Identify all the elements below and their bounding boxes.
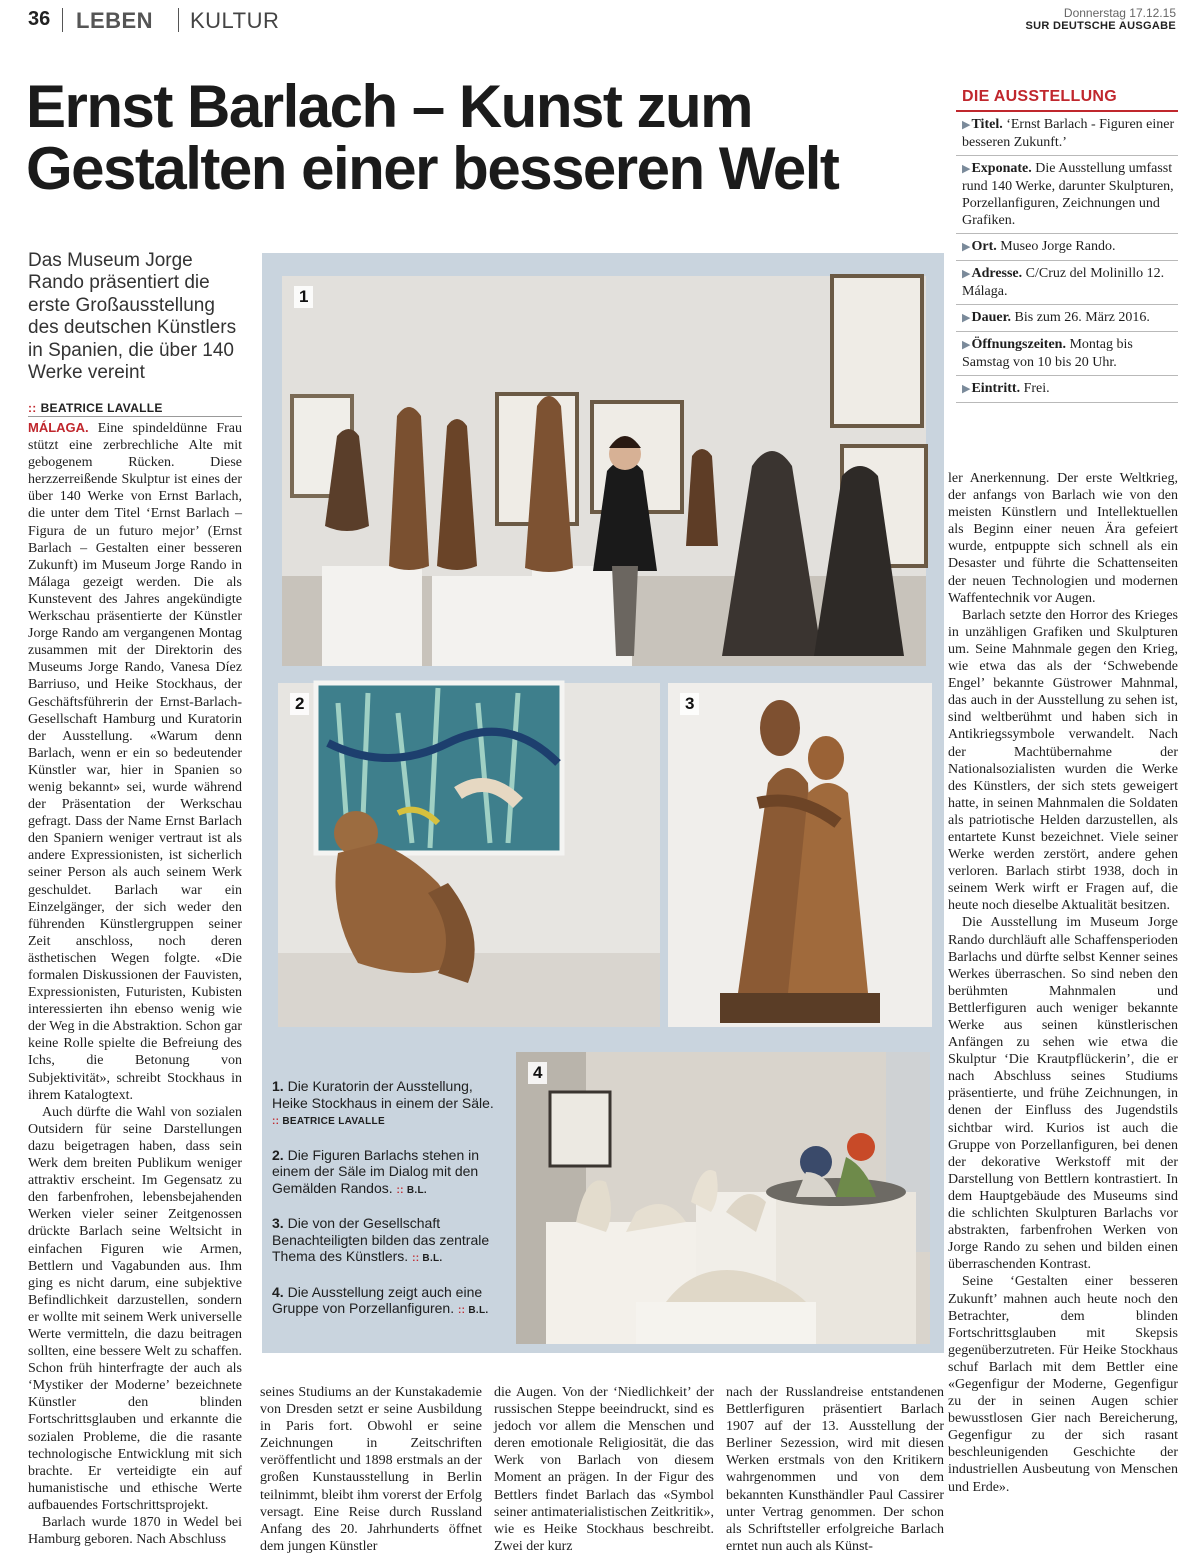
caption-text: Die Ausstellung zeigt auch eine Gruppe von Porzellanfiguren. — [272, 1283, 483, 1316]
info-text: Montag bis Samstag von 10 bis 20 Uhr. — [962, 337, 1133, 370]
caption-number: 1. — [272, 1078, 284, 1094]
arrow-icon: ▶ — [962, 119, 971, 131]
section-label: LEBEN — [76, 8, 154, 33]
arrow-icon: ▶ — [962, 268, 971, 280]
caption-text: Die Kuratorin der Ausstellung, Heike Stockhaus in einem der Säle. — [272, 1078, 494, 1111]
body-paragraph: Seine ‘Gestalten einer besseren Zukunft’ mahnen auch heute noch den Betrachter, dem blinden Fortschrittsglauben mit Skepsis gegenüberzutreten. Für Heike Stockhaus schuf Barlach mit dem Bettler eine «Gegenfigur der Moderne, Gegenfigur zu der in seinen Augen schier bewusstlosen Gier nach Bereicherung, Gegenfigur zu der sich rasant beschleunigenden Geschichte der industriellen Ausbeutung von Menschen und Erde». — [948, 1274, 1178, 1495]
credit-name: B.L. — [406, 1184, 427, 1196]
body-paragraph: seines Studiums an der Kunstakademie von Dresden setzt er seine Ausbildung in Paris fort. Obwohl er seine Zeichnungen in Zeitschriften veröffentlicht und 1898 erstmals an der großen Kunstausstellung in Berlin teilnimmt, bleibt ihm vorerst der Erfolg versagt. Eine Reise durch Russland Anfang des 20. Jahrhunderts öffnet dem jungen Künstler — [260, 1385, 482, 1554]
info-text: Museo Jorge Rando. — [1000, 239, 1116, 254]
byline-rule — [28, 416, 242, 417]
caption-credit — [412, 1253, 442, 1264]
info-text: C/Cruz del Molinillo 12. Málaga. — [962, 266, 1165, 299]
info-label: Ort. — [971, 239, 997, 254]
photo-embrace-sculpture — [668, 683, 932, 1027]
caption-1 — [272, 1078, 502, 1131]
byline-marker: :: — [28, 401, 37, 415]
infobox-item-admission — [956, 376, 1178, 403]
arrow-icon: ▶ — [962, 163, 971, 175]
header-divider — [62, 8, 63, 32]
info-text: ‘Ernst Barlach - Figuren einer besseren Zukunft.’ — [962, 117, 1175, 150]
caption-4 — [272, 1284, 502, 1320]
caption-credit — [397, 1185, 427, 1196]
body-text: Eine spindeldünne Frau stützt eine zerbrechliche Alte mit gebogenem Rücken. Diese herzzerreißende Skulptur ist eines der über 140 Werke von Ernst Barlach, die unter dem Titel ‘Ernst Barlach – Figura de un futuro mejor’ (Ernst Barlach – Gestalten einer besseren Zukunft) im Museum Jorge Rando in Málaga gezeigt werden. Die als Kunstevent des Jahres angekündigte Werkschau präsentierte der Künstler Jorge Rando am vergangenen Montag zusammen mit der Direktorin des Museums Jorge Rando, Vanesa Díez Barriuso, und Heike Stockhaus, der Geschäftsführerin der Ernst-Barlach-Gesellschaft Hamburg und Kuratorin der Ausstellung. «Warum denn Barlach, wenn er ein so bedeutender Künstler war, hier in Spanien so wenig bekannt» sei, wurde während der Präsentation der Werkschau gefragt. Dass der Name Ernst Barlach den Spaniern weniger vertraut ist als andere Expressionisten, ist sicherlich seiner Person als auch seinem Werk geschuldet. Barlach war ein Einzelgänger, der sich weder den führenden Künstlergruppen seiner Zeit anschloss, noch deren ästhetischen Wegen folgte. «Die formalen Diskussionen der Fauvisten, Expressionisten, Futuristen, Kubisten interessierten ihn ebenso wenig wie der Weg in die Abstraktion. Schon gar keine Rolle spielte die Befreiung des Ichs, die Betonung von Subjektivität», schreibt Stockhaus in ihrem Katalogtext. — [28, 421, 242, 1103]
arrow-icon: ▶ — [962, 312, 971, 324]
credit-marker: :: — [458, 1305, 466, 1316]
caption-credit — [458, 1305, 488, 1316]
photo-number: 2 — [290, 693, 309, 715]
body-paragraph: nach der Russlandreise entstandenen Bettlerfiguren präsentiert Barlach 1907 auf der 13. Ausstellung der Berliner Sezession, wird mit diesen Werken erstmals von den Kritikern wahrgenommen und von dem bekannten Kunsthändler Paul Cassirer unter Vertrag genommen. Der schon als Schriftsteller erfolgreiche Barlach erntet nun auch als Künst- — [726, 1385, 944, 1554]
article-column-1 — [28, 419, 242, 1548]
infobox-item-exhibits — [956, 156, 1178, 234]
exhibition-infobox — [956, 84, 1178, 460]
photo-embrace-sculpture-image — [668, 683, 932, 1027]
page-number: 36 — [28, 8, 51, 30]
credit-name: B.L. — [422, 1253, 443, 1264]
article-column-4 — [726, 1384, 944, 1554]
body-paragraph — [28, 419, 242, 1104]
photo-number: 1 — [294, 286, 313, 308]
body-paragraph: ler Anerkennung. Der erste Weltkrieg, der anfangs von Barlach wie von den meisten Künstlern und Intellektuellen als Beginn einer neuen Ära gefeiert wurde, entpuppte sich schnell als ein Desaster und führte die Schattenseiten der neuen Technologien und modernen Waffentechnik vor Augen. — [948, 471, 1178, 606]
arrow-icon: ▶ — [962, 339, 971, 351]
info-label: Titel. — [971, 117, 1003, 132]
infobox-item-location — [956, 234, 1178, 261]
photo-sculpture-painting-image — [278, 683, 660, 1027]
article-column-3 — [494, 1384, 714, 1554]
photo-captions — [272, 1078, 502, 1336]
info-label: Öffnungszeiten. — [971, 337, 1066, 352]
credit-marker: :: — [396, 1184, 404, 1196]
infobox-title: DIE AUSSTELLUNG — [956, 84, 1178, 112]
author-name: BEATRICE LAVALLE — [40, 401, 163, 415]
photo-sculpture-painting — [278, 683, 660, 1027]
arrow-icon: ▶ — [962, 383, 971, 395]
info-label: Eintritt. — [971, 381, 1021, 396]
body-paragraph: Auch dürfte die Wahl von sozialen Outsidern für seine Darstellungen dazu beigetragen haben, dass sein Werk dem breiten Publikum weniger attraktiv erscheint. Im Gegensatz zu den farbenfrohen, lebensbejahenden Werken vieler seiner Zeitgenossen drückte Barlach seine Weltsicht in einfachen Figuren wie Armen, Bettlern und Vagabunden aus. Ihm ging es nicht darum, eine subjektive Befindlichkeit darzustellen, sondern er wollte mit seinem Werk universelle Werte vermitteln, die dazu beitragen sollten, eine bessere Welt zu schaffen. Schon früh hinterfragte der auch als ‘Mystiker der Moderne’ bezeichnete Künstler den blinden Fortschrittsglauben und erkannte die sozialen Probleme, die die rasante technologische Entwicklung mit sich brachte. Er verteidigte ein auf humanistische und ethische Werte aufbauendes Fortschrittsprojekt. — [28, 1104, 242, 1513]
info-text: Die Ausstellung umfasst rund 140 Werke, darunter Skulpturen, Porzellanfiguren, Zeichnungen und Grafiken. — [962, 161, 1174, 228]
caption-number: 3. — [272, 1215, 284, 1231]
caption-number: 4. — [272, 1283, 284, 1300]
info-label: Adresse. — [971, 266, 1023, 281]
edition-label: SUR DEUTSCHE AUSGABE — [1025, 20, 1176, 32]
photo-curator — [282, 276, 926, 666]
infobox-item-hours — [956, 332, 1178, 376]
caption-2 — [272, 1147, 502, 1200]
photo-number: 4 — [528, 1062, 547, 1084]
body-paragraph: Barlach wurde 1870 in Wedel bei Hamburg geboren. Nach Abschluss — [28, 1515, 242, 1548]
credit-name: BEATRICE LAVALLE — [282, 1116, 385, 1127]
arrow-icon: ▶ — [962, 241, 971, 253]
caption-text: Die Figuren Barlachs stehen in einem der Säle im Dialog mit den Gemälden Randos. — [272, 1146, 480, 1196]
body-paragraph: die Augen. Von der ‘Niedlichkeit’ der russischen Steppe beeindruckt, sind es jedoch vor allem die Menschen und deren emotionale Religiosität, die das Werk von Barlach von diesem Moment an prägen. In der Figur des Bettlers findet Barlach das «Symbol seiner antimaterialistischen Zeitkritik», wie es Heike Stockhaus beschreibt. Zwei der kurz — [494, 1385, 714, 1554]
photo-porcelain-figures — [516, 1052, 930, 1344]
body-paragraph: Die Ausstellung im Museum Jorge Rando durchläuft alle Schaffensperioden Barlachs und dürfte selbst Kenner seines Werkes überraschen. So sind neben den berühmten Mahnmalen und Bettlerfiguren auch weniger bekannte Werke aus seinen künstlerischen Anfängen zu sehen wie etwa die Skulptur ‘Die Krautpflückerin’, die er nach Abschluss seines Studiums präsentierte, und frühe Zeichnungen, in denen der Einfluss des Jugendstils sichtbar wird. Kurios ist auch die Gruppe von Porzellanfiguren, bei denen der dekorative Werkstoff mit der Darstellung von Bettlern kontrastiert. In dem Hauptgebäude des Museums sind die schlichten Skulpturen Barlachs vor abstrakten, farbenfrohen Werken von Jorge Rando zu sehen und bilden einen überraschenden Kontrast. — [948, 915, 1178, 1273]
lead-paragraph: Das Museum Jorge Rando präsentiert die erste Großausstellung des deutschen Künstlers in Spanien, die über 140 Werke vereint — [28, 250, 237, 384]
photo-curator-image — [282, 276, 926, 666]
info-text: Frei. — [1023, 381, 1050, 396]
headline: Ernst Barlach – Kunst zum Gestalten einer besseren Welt — [26, 73, 839, 202]
info-text: Bis zum 26. März 2016. — [1014, 310, 1150, 325]
byline — [28, 401, 163, 415]
caption-3 — [272, 1215, 502, 1268]
credit-marker: :: — [412, 1253, 420, 1264]
photo-porcelain-figures-image — [516, 1052, 930, 1344]
caption-number: 2. — [272, 1146, 284, 1163]
info-label: Dauer. — [971, 310, 1012, 325]
dateline: MÁLAGA. — [28, 420, 89, 435]
infobox-item-duration — [956, 305, 1178, 332]
subsection-label: KULTUR — [190, 8, 280, 33]
issue-date: Donnerstag 17.12.15 — [1063, 6, 1176, 20]
header-divider — [178, 8, 179, 32]
infobox-item-address — [956, 261, 1178, 305]
infobox-item-title — [956, 112, 1178, 156]
info-label: Exponate. — [971, 161, 1032, 176]
photo-number: 3 — [680, 693, 699, 715]
credit-name: B.L. — [468, 1305, 489, 1316]
caption-credit — [272, 1116, 385, 1127]
credit-marker: :: — [272, 1116, 280, 1127]
body-paragraph: Barlach setzte den Horror des Krieges in unzähligen Grafiken und Skulpturen um. Seine Mahnmale gegen den Krieg, wie etwa das als der ‘Schwebende Engel’ bekannte Güstrower Mahnmal, das auch in der Ausstellung zu sehen ist, sind weltberühmt und haben sich in Antikriegssymbole verwandelt. Nach der Machtübernahme der Nationalsozialisten wurden die Werke des Künstlers, der sich stets geweigert hatte, in seinen Mahnmalen die Soldaten als patriotische Helden darzustellen, als entartete Kunst bezeichnet. Viele seiner Werke werden zerstört, andere gehen verloren. Barlach stirbt 1938, doch in seinem Werk wirft er Fragen auf, die heute noch dieselbe Aktualität besitzen. — [948, 607, 1178, 914]
article-column-5 — [948, 470, 1178, 1546]
caption-text: Die von der Gesellschaft Benachteiligten bilden das zentrale Thema des Künstlers. — [272, 1215, 490, 1264]
article-column-2 — [260, 1384, 482, 1554]
